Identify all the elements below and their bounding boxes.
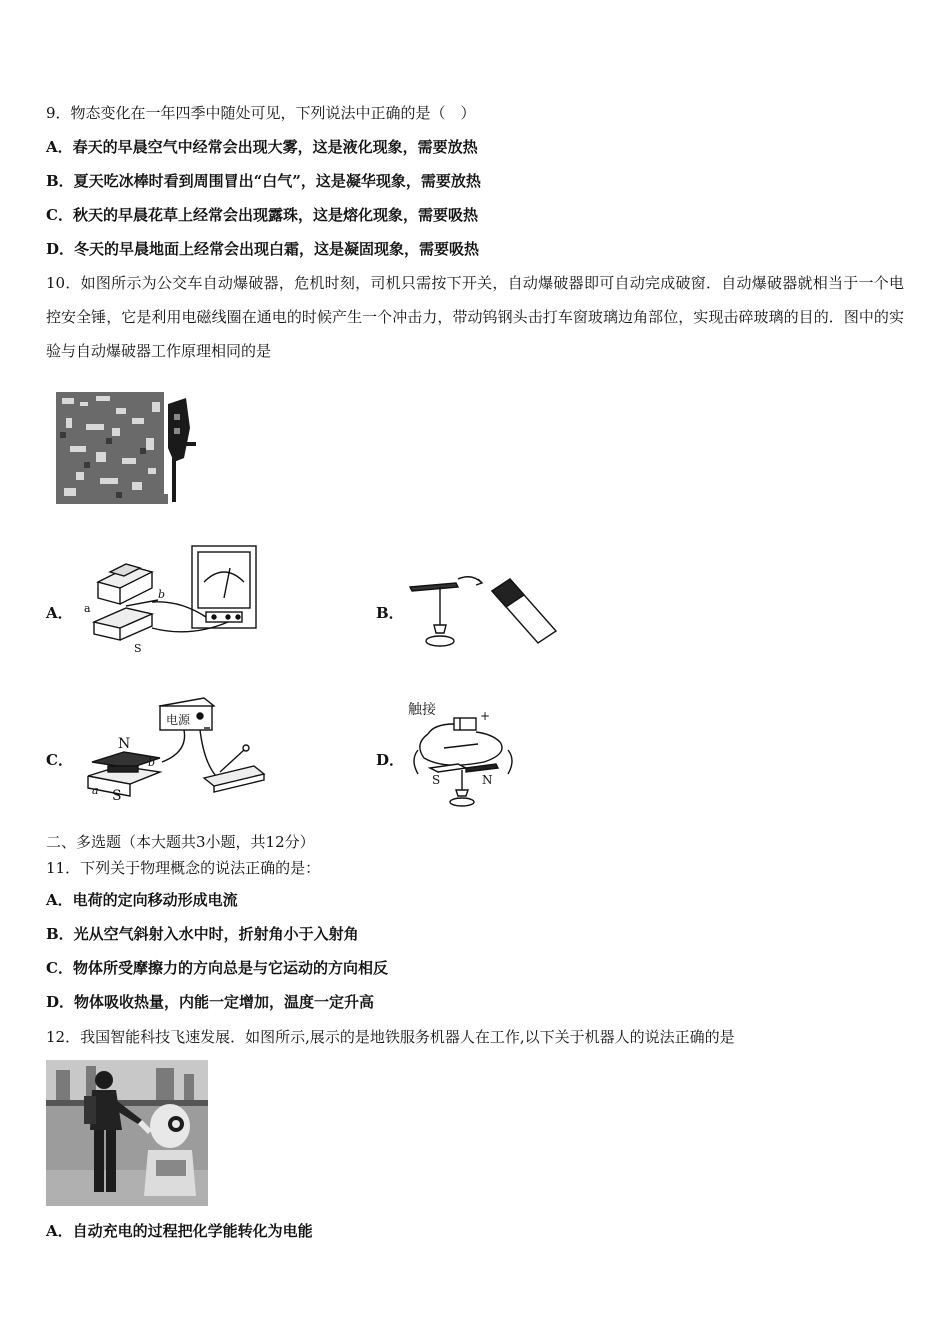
q12-stem: 12．我国智能科技飞速发展．如图所示,展示的是地铁服务机器人在工作,以下关于机器人的说法正确的是 bbox=[46, 1028, 735, 1046]
q9-option-b: B．夏天吃冰棒时看到周围冒出“白气”，这是凝华现象，需要放热 bbox=[46, 172, 481, 190]
q12-option-a: A．自动充电的过程把化学能转化为电能 bbox=[46, 1222, 313, 1240]
figure-c-motor-rails bbox=[84, 692, 270, 802]
q9-option-a: A．春天的早晨空气中经常会出现大雾，这是液化现象，需要放热 bbox=[46, 138, 478, 156]
q9-stem: 9．物态变化在一年四季中随处可见，下列说法中正确的是（ ） bbox=[46, 104, 476, 122]
q10-option-c-label: C． bbox=[46, 751, 73, 769]
fig-a-label-s: S bbox=[134, 642, 142, 652]
q9-option-c: C．秋天的早晨花草上经常会出现露珠，这是熔化现象，需要吸热 bbox=[46, 206, 478, 224]
fig-d-label-touch: 触接 bbox=[408, 702, 436, 718]
q10-option-a-label: A． bbox=[46, 604, 73, 622]
bus-breaker-photo bbox=[56, 388, 200, 508]
fig-d-label-n: N bbox=[482, 773, 493, 787]
q11-option-c: C．物体所受摩擦力的方向总是与它运动的方向相反 bbox=[46, 959, 388, 977]
figure-d-oersted bbox=[404, 698, 524, 810]
q9-option-d: D．冬天的早晨地面上经常会出现白霜，这是凝固现象，需要吸热 bbox=[46, 240, 480, 258]
q11-option-b: B．光从空气斜射入水中时，折射角小于入射角 bbox=[46, 925, 359, 943]
fig-a-label-a: a bbox=[84, 602, 91, 615]
fig-d-label-s: S bbox=[432, 773, 441, 787]
q11-option-a: A．电荷的定向移动形成电流 bbox=[46, 891, 238, 909]
fig-c-label-power: 电源 bbox=[166, 713, 191, 727]
fig-d-label-plus: + bbox=[480, 709, 491, 723]
figure-b-magnetization bbox=[400, 575, 560, 651]
q10-option-d-label: D． bbox=[376, 751, 405, 769]
fig-c-label-n: N bbox=[118, 736, 131, 752]
q11-stem: 11．下列关于物理概念的说法正确的是： bbox=[46, 859, 321, 877]
figure-a-electromagnetic-induction bbox=[80, 542, 264, 652]
fig-c-label-a: a bbox=[92, 784, 99, 797]
fig-c-label-s: S bbox=[112, 788, 122, 802]
q11-option-d: D．物体吸收热量，内能一定增加，温度一定升高 bbox=[46, 993, 375, 1011]
q10-stem: 10．如图所示为公交车自动爆破器，危机时刻，司机只需按下开关，自动爆破器即可自动完成破窗．自动爆破器就相当于一个电控安全锤，它是利用电磁线圈在通电的时候产生一个冲击力，带动钨钢头击打车窗玻璃边角部位，实现击碎玻璃的目的．图中的实验与自动爆破器工作原理相同的是 bbox=[46, 274, 904, 360]
subway-robot-photo bbox=[46, 1060, 208, 1206]
fig-a-label-b: b bbox=[158, 588, 166, 601]
q10-option-b-label: B． bbox=[376, 604, 404, 622]
section-2-title: 二、多选题（本大题共3小题，共12分） bbox=[46, 833, 315, 851]
fig-c-label-b: b bbox=[148, 756, 156, 769]
